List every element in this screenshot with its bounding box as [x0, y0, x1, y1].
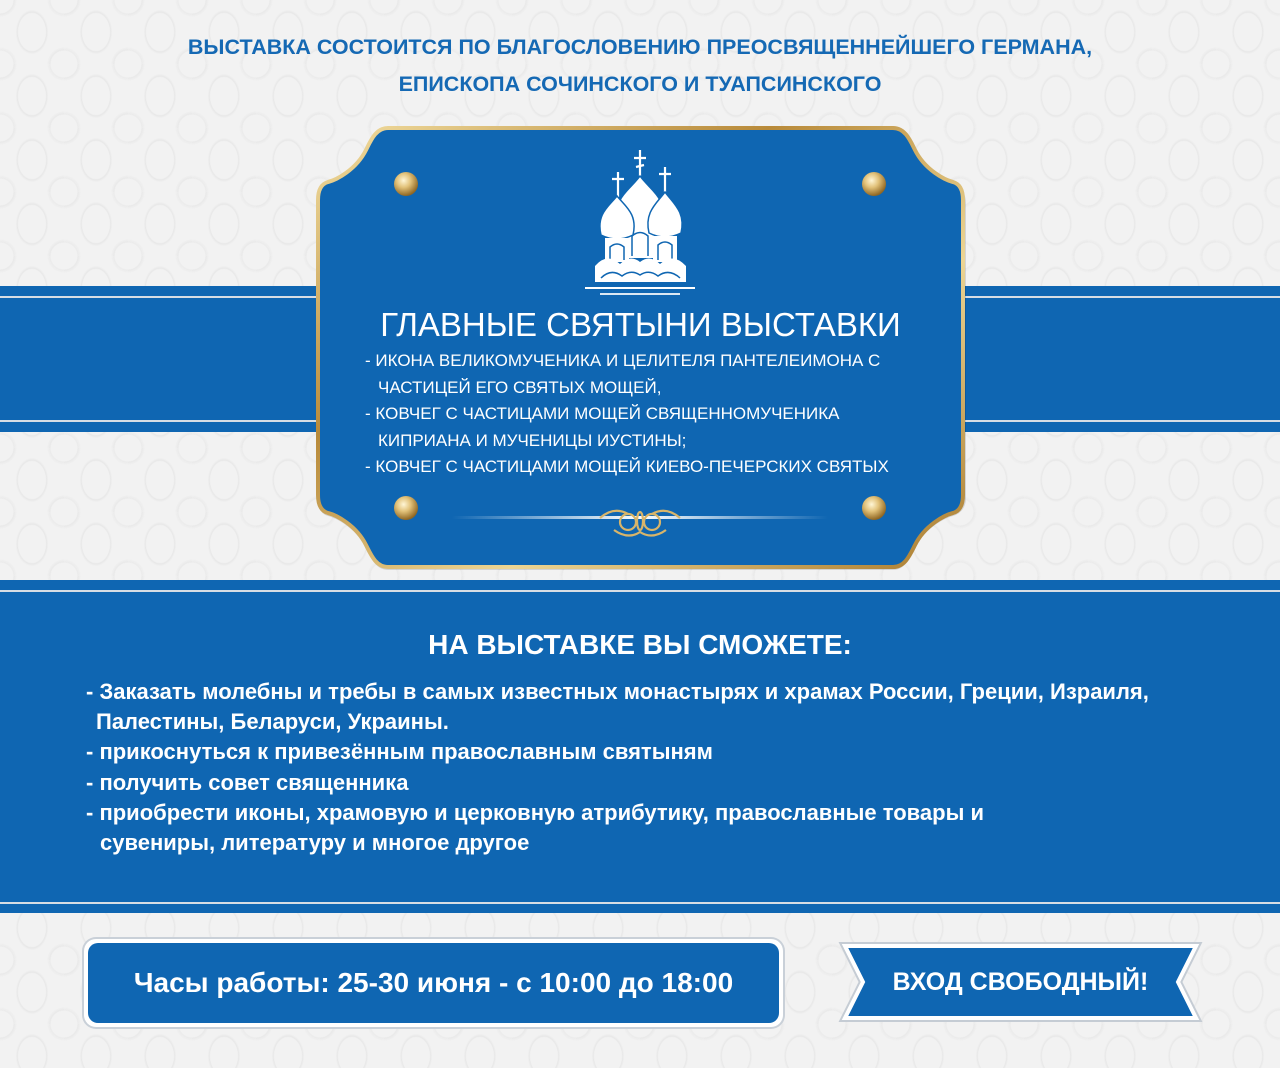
- feature-line: - получить совет священника: [86, 769, 409, 795]
- features-heading: НА ВЫСТАВКЕ ВЫ СМОЖЕТЕ:: [428, 629, 852, 660]
- church-ground-line: [600, 293, 680, 295]
- shrine-line: - ИКОНА ВЕЛИКОМУЧЕНИКА И ЦЕЛИТЕЛЯ ПАНТЕЛЕИМОНА С: [365, 351, 881, 370]
- gold-rivet: [862, 172, 886, 196]
- free-entry-text: ВХОД СВОБОДНЫЙ!: [892, 967, 1149, 996]
- shrine-line: КИПРИАНА И МУЧЕНИЦЫ ИУСТИНЫ;: [378, 430, 687, 450]
- features-list: [86, 677, 1149, 858]
- gold-rivet: [394, 172, 418, 196]
- shrines-list: [365, 348, 889, 481]
- blessing-line-1: ВЫСТАВКА СОСТОИТСЯ ПО БЛАГОСЛОВЕНИЮ ПРЕОСВЯЩЕННЕЙШЕГО ГЕРМАНА,: [187, 35, 1093, 59]
- gold-rivet: [862, 496, 886, 520]
- ornament-line: [452, 516, 828, 519]
- opening-hours-text: Часы работы: 25-30 июня - с 10:00 до 18:00: [133, 967, 734, 998]
- church-base: [595, 258, 686, 282]
- opening-hours: [88, 943, 779, 1023]
- feature-line: - приобрести иконы, храмовую и церковную атрибутику, православные товары и: [86, 799, 985, 825]
- shrine-line: - КОВЧЕГ С ЧАСТИЦАМИ МОЩЕЙ СВЯЩЕННОМУЧЕНИКА: [365, 404, 840, 423]
- feature-line: - прикоснуться к привезённым православным святыням: [86, 739, 713, 765]
- church-ground-line: [585, 287, 695, 289]
- shrine-line: ЧАСТИЦЕЙ ЕГО СВЯТЫХ МОЩЕЙ,: [378, 377, 662, 397]
- right-drum: [653, 236, 677, 262]
- free-entry: [863, 946, 1178, 1018]
- feature-line: Палестины, Беларуси, Украины.: [96, 709, 449, 735]
- shrines-title: ГЛАВНЫЕ СВЯТЫНИ ВЫСТАВКИ: [380, 306, 901, 343]
- feature-line: сувениры, литературу и многое другое: [100, 829, 530, 855]
- blessing-line-2: ЕПИСКОПА СОЧИНСКОГО И ТУАПСИНСКОГО: [398, 72, 882, 96]
- feature-line: - Заказать молебны и требы в самых известных монастырях и храмах России, Греции, Израиля,: [86, 679, 1149, 704]
- features-band-line-upper: [0, 590, 1280, 592]
- left-drum: [605, 238, 629, 262]
- features-band-line-lower: [0, 902, 1280, 904]
- gold-rivet: [394, 496, 418, 520]
- shrine-line: - КОВЧЕГ С ЧАСТИЦАМИ МОЩЕЙ КИЕВО-ПЕЧЕРСКИХ СВЯТЫХ: [365, 457, 889, 476]
